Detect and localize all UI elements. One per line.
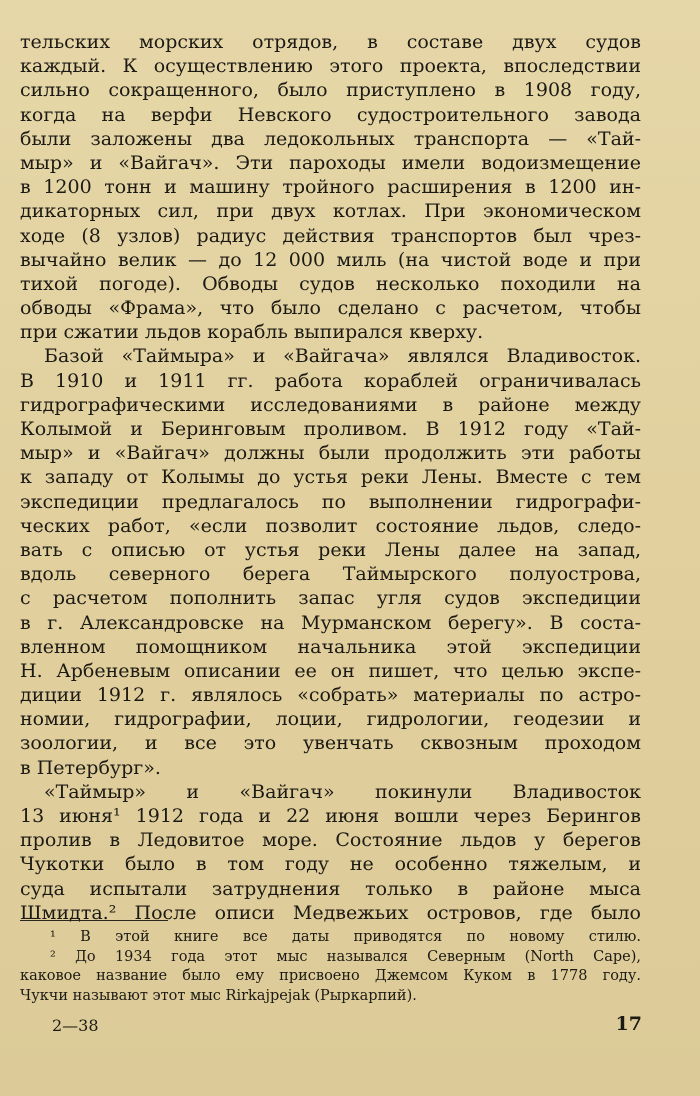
text-line: когда на верфи Невского судостроительного завода [20, 103, 641, 126]
text-line: в г. Александровске на Мурманском берегу». В соста- [20, 611, 641, 634]
text-line: пролив в Ледовитое море. Состояние льдов у берегов [20, 829, 641, 852]
text-line: «Таймыр» и «Вайгач» покинули Владивосток [44, 780, 641, 803]
text-line: 13 июня¹ 1912 года и 22 июня вошли через Берингов [20, 805, 641, 827]
text-line: ходе (8 узлов) радиус действия транспортов был чрез- [20, 224, 641, 247]
text-line: мыр» и «Вайгач» должны были продолжить эти работы [20, 442, 641, 465]
text-line: вать с описью от устья реки Лены далее на запад, [20, 538, 641, 561]
footnote-divider [20, 920, 168, 921]
text-line: вленном помощником начальника этой экспедиции [20, 635, 641, 658]
text-line: тельских морских отрядов, в составе двух судов [20, 31, 641, 53]
body-text [20, 30, 641, 925]
text-line: суда испытали затруднения только в районе мыса [20, 877, 641, 900]
text-line: номии, гидрографии, лоции, гидрологии, геодезии и [20, 708, 641, 731]
text-line: обводы «Фрама», что было сделано с расчетом, чтобы [20, 297, 641, 320]
text-line: Чукотки было в том году не особенно тяжелым, и [20, 853, 641, 876]
text-line: зоологии, и все это увенчать сквозным проходом [20, 732, 641, 755]
printer-signature: 2—38 [52, 1016, 99, 1035]
text-line: Шмидта.² После описи Медвежьих островов, где было [20, 901, 641, 924]
text-line: к западу от Колымы до устья реки Лены. Вместе с тем [20, 466, 641, 489]
text-line: вдоль северного берега Таймырского полуострова, [20, 563, 641, 586]
text-line: в Петербург». [20, 756, 161, 779]
text-line: с расчетом пополнить запас угля судов экспедиции [20, 587, 641, 610]
text-line: Базой «Таймыра» и «Вайгача» являлся Владивосток. [44, 345, 641, 368]
text-line: Колымой и Беринговым проливом. В 1912 году «Тай- [20, 418, 641, 440]
text-line: ческих работ, «если позволит состояние льдов, следо- [20, 514, 641, 537]
text-line: экспедиции предлагалось по выполнении гидрографи- [20, 490, 641, 513]
footnote-line: Чукчи называют этот мыс Rirkajpejak (Рыркарпий). [20, 987, 417, 1004]
text-line: были заложены два ледокольных транспорта — «Тай- [20, 127, 641, 150]
text-line: тихой погоде). Обводы судов несколько походили на [20, 272, 641, 295]
footnote-line: каковое название было ему присвоено Джемсом Куком в 1778 году. [20, 968, 641, 984]
text-line: дикаторных сил, при двух котлах. При экономическом [20, 200, 641, 223]
text-line: Н. Арбеневым описании ее он пишет, что целью экспе- [20, 659, 641, 682]
text-line: каждый. К осуществлению этого проекта, впоследствии [20, 55, 641, 78]
text-line: вычайно велик — до 12 000 миль (на чистой воде и при [20, 248, 641, 271]
text-line: В 1910 и 1911 гг. работа кораблей ограничивалась [20, 369, 641, 392]
text-line: при сжатии льдов корабль выпирался кверху. [20, 321, 484, 344]
footnote-line: ² До 1934 года этот мыс назывался Северным (North Cape), [50, 948, 641, 965]
text-line: мыр» и «Вайгач». Эти пароходы имели водоизмещение [20, 151, 641, 174]
footnote-line: ¹ В этой книге все даты приводятся по новому стилю. [50, 929, 641, 945]
text-line: сильно сокращенного, было приступлено в 1908 году, [20, 79, 641, 102]
text-line: диции 1912 г. являлось «собрать» материалы по астро- [20, 684, 641, 707]
footnotes [20, 928, 641, 1006]
page-number: 17 [615, 1013, 642, 1035]
text-line: гидрографическими исследованиями в районе между [20, 393, 641, 416]
text-line: в 1200 тонн и машину тройного расширения в 1200 ин- [20, 176, 641, 199]
